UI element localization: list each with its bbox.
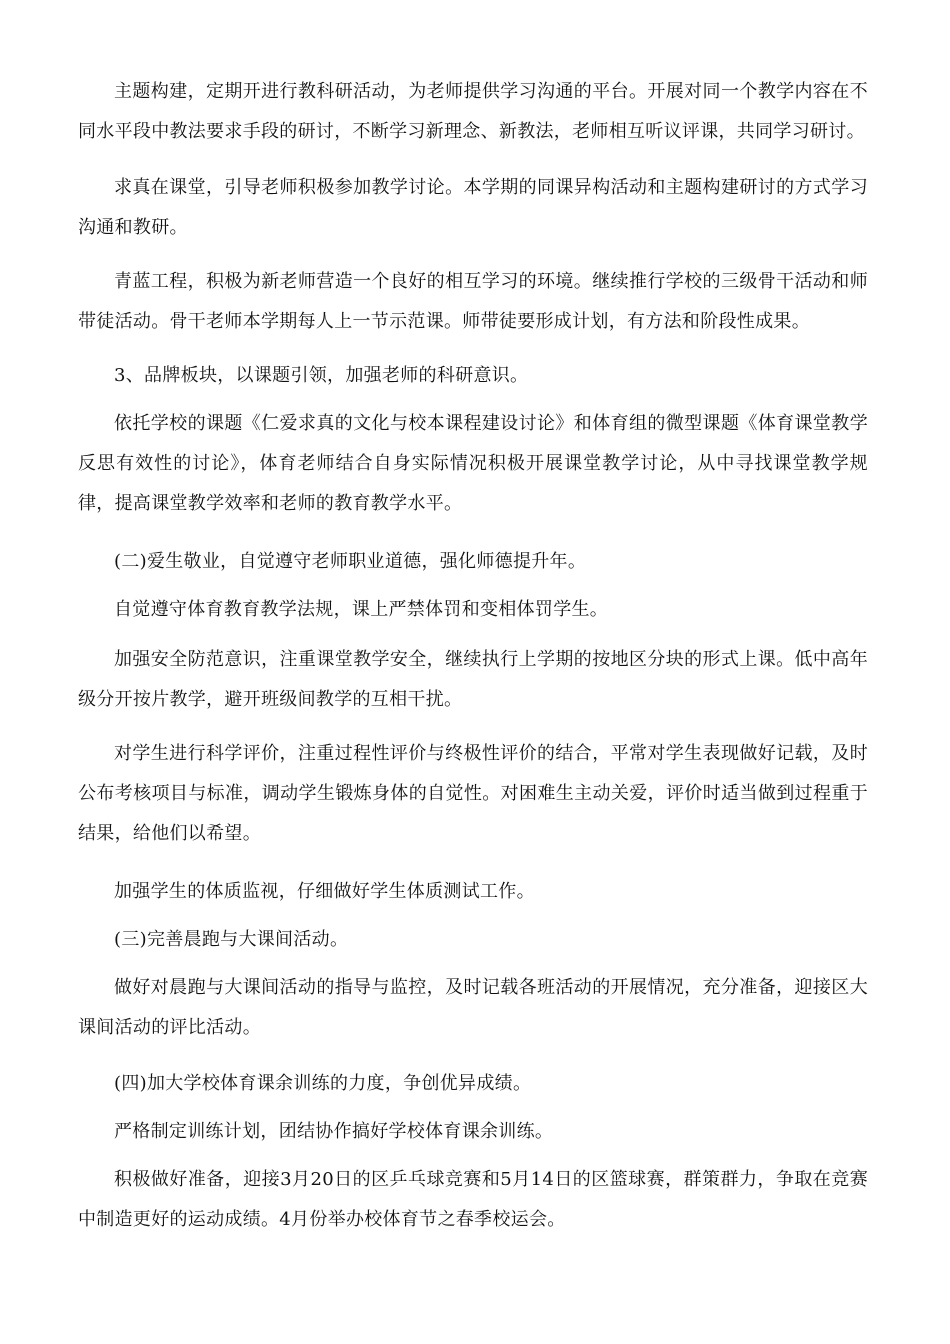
paragraph-safety: 加强安全防范意识，注重课堂教学安全，继续执行上学期的按地区分块的形式上课。低中高年级分开按片教学，避开班级间教学的互相干扰。 xyxy=(78,649,868,710)
paragraph-evaluation: 对学生进行科学评价，注重过程性评价与终极性评价的结合，平常对学生表现做好记载，及时公布考核项目与标准，调动学生锻炼身体的自觉性。对困难生主动关爱，评价时适当做到过程重于结果，给他们以希望。 xyxy=(78,743,868,844)
paragraph-theme-construction: 主题构建，定期开进行教科研活动，为老师提供学习沟通的平台。开展对同一个教学内容在不同水平段中教法要求手段的研讨，不断学习新理念、新教法，老师相互听议评课，共同学习研讨。 xyxy=(78,81,868,142)
heading-section-three: (三)完善晨跑与大课间活动。 xyxy=(114,929,349,950)
paragraph-truth-in-classroom: 求真在课堂，引导老师积极参加教学讨论。本学期的同课异构活动和主题构建研讨的方式学习沟通和教研。 xyxy=(78,177,868,238)
heading-section-four: (四)加大学校体育课余训练的力度，争创优异成绩。 xyxy=(114,1073,532,1094)
paragraph-research-topic: 依托学校的课题《仁爱求真的文化与校本课程建设讨论》和体育组的微型课题《体育课堂教学反思有效性的讨论》，体育老师结合自身实际情况积极开展课堂教学讨论，从中寻找课堂教学规律，提高课堂教学效率和老师的教育教学水平。 xyxy=(78,413,868,514)
paragraph-regulations: 自觉遵守体育教育教学法规，课上严禁体罚和变相体罚学生。 xyxy=(114,599,609,620)
paragraph-training-plan: 严格制定训练计划，团结协作搞好学校体育课余训练。 xyxy=(114,1121,554,1142)
paragraph-morning-run: 做好对晨跑与大课间活动的指导与监控，及时记载各班活动的开展情况，充分准备，迎接区大课间活动的评比活动。 xyxy=(78,977,868,1038)
heading-section-two: (二)爱生敬业，自觉遵守老师职业道德，强化师德提升年。 xyxy=(114,551,587,572)
paragraph-physical-monitoring: 加强学生的体质监视，仔细做好学生体质测试工作。 xyxy=(114,881,535,902)
paragraph-blue-project: 青蓝工程，积极为新老师营造一个良好的相互学习的环境。继续推行学校的三级骨干活动和师带徒活动。骨干老师本学期每人上一节示范课。师带徒要形成计划，有方法和阶段性成果。 xyxy=(78,271,868,332)
paragraph-brand-section: 3、品牌板块，以课题引领，加强老师的科研意识。 xyxy=(114,365,529,386)
paragraph-competitions: 积极做好准备，迎接3月20日的区乒乓球竞赛和5月14日的区篮球赛，群策群力，争取在竞赛中制造更好的运动成绩。4月份举办校体育节之春季校运会。 xyxy=(78,1169,868,1230)
